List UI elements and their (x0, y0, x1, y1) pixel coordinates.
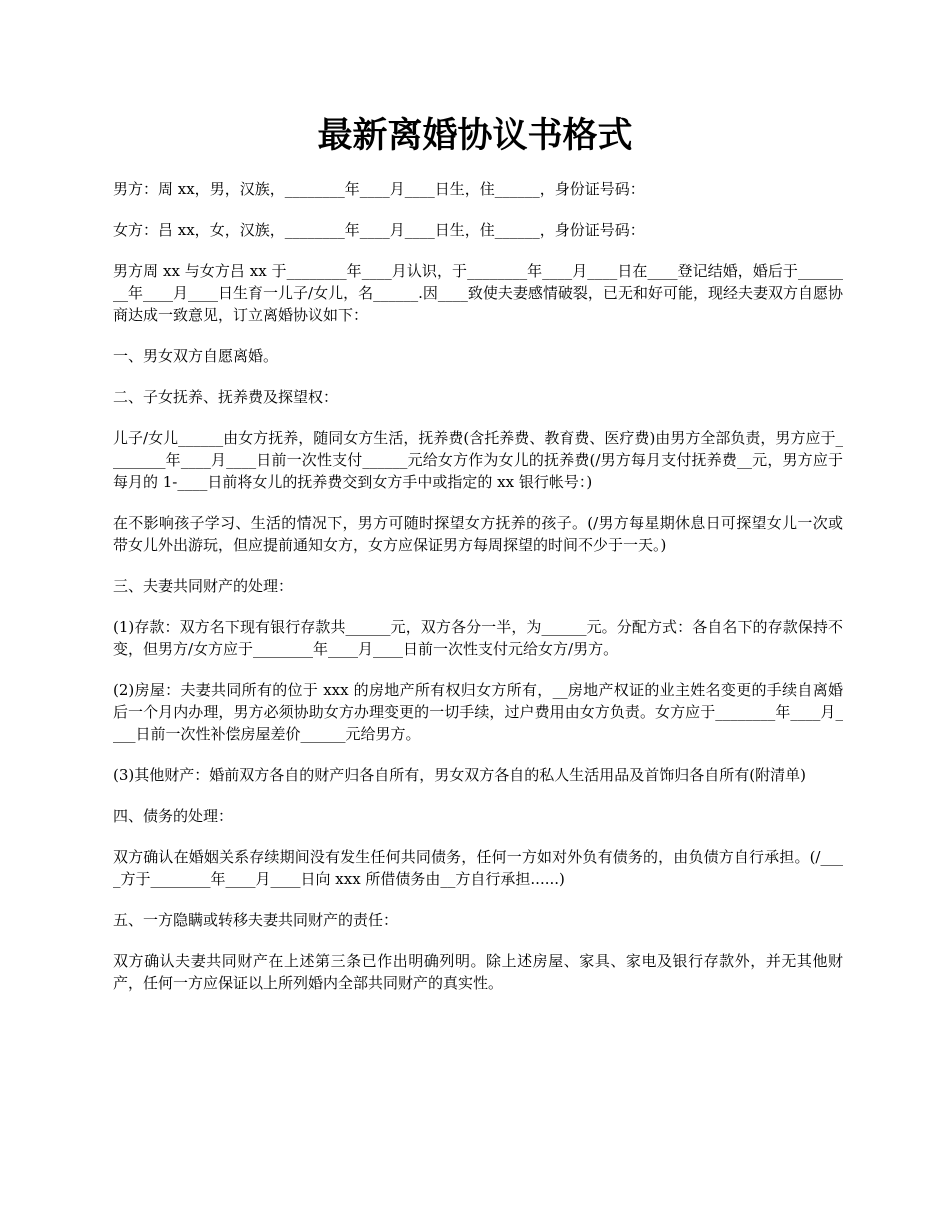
heading-section-3: 三、夫妻共同财产的处理： (113, 577, 294, 595)
paragraph-visitation: 在不影响孩子学习、生活的情况下，男方可随时探望女方抚养的孩子。(/男方每星期休息日可探望女儿一次或带女儿外出游玩，但应提前通知女方，女方应保证男方每周探望的时间不少于一天。) (113, 514, 843, 554)
paragraph-preamble: 男方周 xx 与女方吕 xx 于________年____月认识，于________年____月____日在____登记结婚，婚后于________年____月____日生育一儿子/女儿，名______.因____致使夫妻感情破裂，已无和好可能，现经夫妻双方自愿协商达成一致意见，订立离婚协议如下： (113, 262, 843, 324)
heading-section-1: 一、男女双方自愿离婚。 (113, 347, 279, 365)
paragraph-house: (2)房屋：夫妻共同所有的位于 xxx 的房地产所有权归女方所有，__房地产权证的业主姓名变更的手续自离婚后一个月内办理，男方必须协助女方办理变更的一切手续，过户费用由女方负责。女方应于________年____月____日前一次性补偿房屋差价______元给男方。 (113, 681, 843, 743)
document-title: 最新离婚协议书格式 (317, 115, 633, 156)
document-body (113, 178, 843, 1013)
paragraph-child-custody: 儿子/女儿______由女方抚养，随同女方生活，抚养费(含托养费、教育费、医疗费)由男方全部负责，男方应于________年____月____日前一次性支付______元给女方作为女儿的抚养费(/男方每月支付抚养费__元，男方应于每月的 1-____日前将女儿的抚养费交到女方手中或指定的 xx 银行帐号：) (113, 429, 843, 491)
paragraph-property-disclosure: 双方确认夫妻共同财产在上述第三条已作出明确列明。除上述房屋、家具、家电及银行存款外，并无其他财产，任何一方应保证以上所列婚内全部共同财产的真实性。 (113, 952, 843, 992)
heading-section-5: 五、一方隐瞒或转移夫妻共同财产的责任： (113, 911, 399, 929)
heading-section-2: 二、子女抚养、抚养费及探望权： (113, 388, 339, 406)
paragraph-other-property: (3)其他财产：婚前双方各自的财产归各自所有，男女双方各自的私人生活用品及首饰归各自所有(附清单) (113, 766, 806, 784)
paragraph-debts: 双方确认在婚姻关系存续期间没有发生任何共同债务，任何一方如对外负有债务的，由负债方自行承担。(/____方于________年____月____日向 xxx 所借债务由__方自行承担......) (113, 848, 843, 888)
paragraph-wife-info: 女方：吕 xx，女，汉族，________年____月____日生，住______，身份证号码： (113, 221, 645, 239)
paragraph-savings: (1)存款：双方名下现有银行存款共______元，双方各分一半，为______元。分配方式：各自名下的存款保持不变，但男方/女方应于________年____月____日前一次性支付元给女方/男方。 (113, 618, 843, 658)
paragraph-husband-info: 男方：周 xx，男，汉族，________年____月____日生，住______，身份证号码： (113, 180, 645, 198)
heading-section-4: 四、债务的处理： (113, 807, 234, 825)
